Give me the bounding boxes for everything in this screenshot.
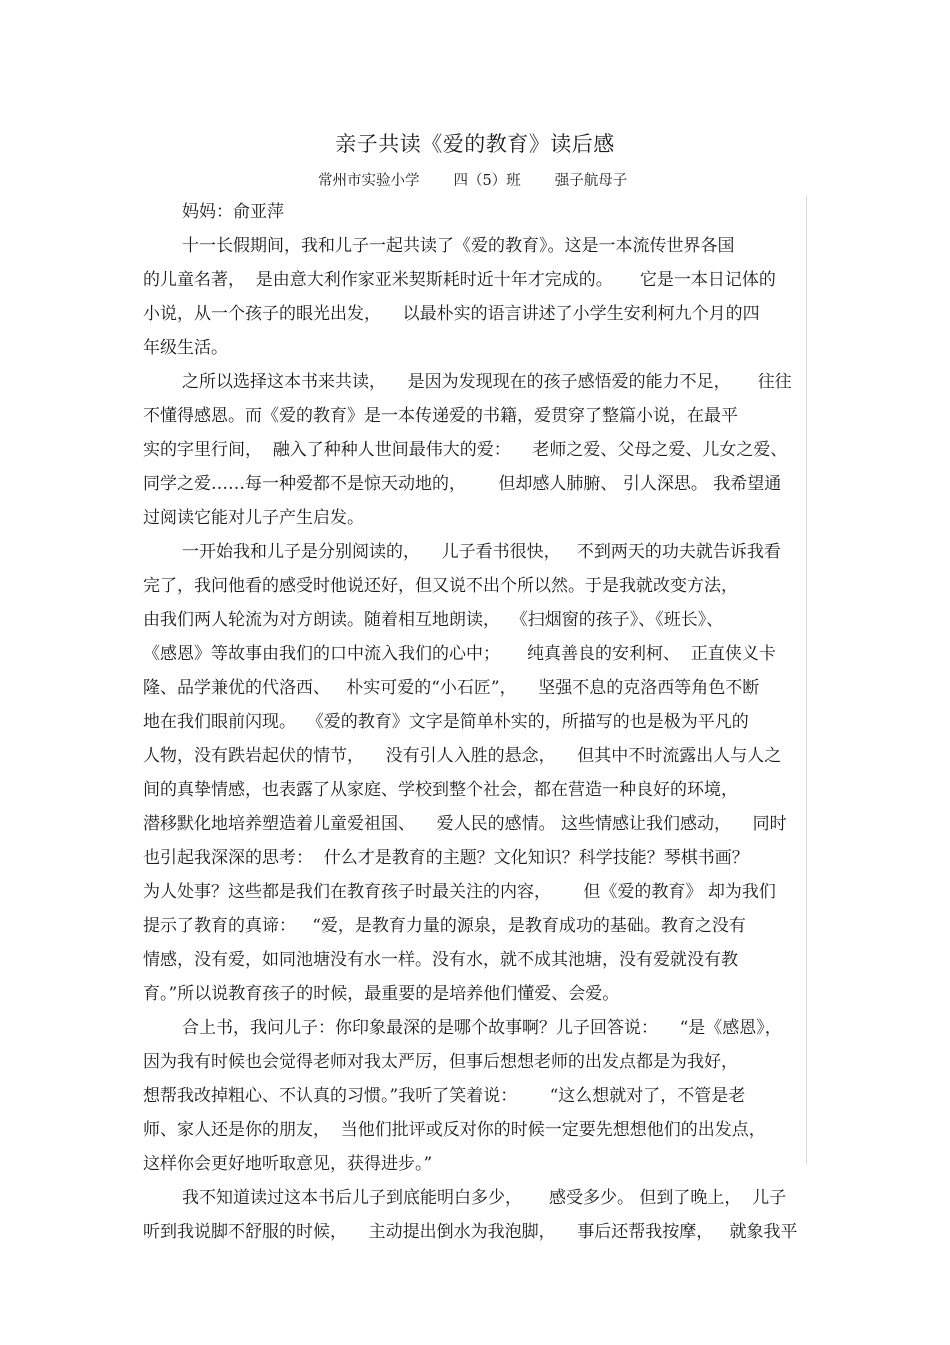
text-line: 师、家人还是你的朋友， 当他们批评或反对你的时候一定要先想想他们的出发点，: [143, 1120, 766, 1140]
text-line: 也引起我深深的思考： 什么才是教育的主题？文化知识？科学技能？琴棋书画？: [143, 848, 749, 868]
subtitle-school: 常州市实验小学: [318, 173, 420, 189]
text-line: 听到我说脚不舒服的时候， 主动提出倒水为我泡脚， 事后还帮我按摩， 就象我平: [143, 1222, 798, 1242]
subtitle-class: 四（5）班: [453, 173, 521, 189]
text-line: 因为我有时候也会觉得老师对我太严厉，但事后想想老师的出发点都是为我好，: [143, 1052, 738, 1072]
text-line: 不懂得感恩。而《爱的教育》是一本传递爱的书籍，爱贯穿了整篇小说，在最平: [143, 406, 738, 426]
text-line: 潜移默化地培养塑造着儿童爱祖国、 爱人民的感情。 这些情感让我们感动， 同时: [143, 814, 787, 834]
author-line: 妈妈：俞亚萍: [182, 202, 284, 222]
page-border-line: [806, 196, 807, 1164]
text-line: 小说，从一个孩子的眼光出发， 以最朴实的语言讲述了小学生安利柯九个月的四: [143, 304, 760, 324]
text-line: 想帮我改掉粗心、不认真的习惯。”我听了笑着说： “这么想就对了，不管是老: [143, 1086, 746, 1106]
text-line: 我不知道读过这本书后儿子到底能明白多少， 感受多少。 但到了晚上， 儿子: [182, 1188, 787, 1208]
text-line: 隆、品学兼优的代洛西、 朴实可爱的“小石匠”， 坚强不息的克洛西等角色不断: [143, 678, 760, 698]
text-line: 地在我们眼前闪现。 《爱的教育》文字是简单朴实的，所描写的也是极为平凡的: [143, 712, 749, 732]
text-line: 由我们两人轮流为对方朗读。随着相互地朗读， 《扫烟窗的孩子》、《班长》、: [143, 610, 724, 630]
text-line: 年级生活。: [143, 338, 228, 358]
text-line: 人物，没有跌岩起伏的情节， 没有引人入胜的悬念， 但其中不时流露出人与人之: [143, 746, 782, 766]
text-line: 之所以选择这本书来共读， 是因为发现现在的孩子感悟爱的能力不足， 往往: [182, 372, 792, 392]
document-subtitle: [318, 169, 627, 190]
text-line: 的儿童名著， 是由意大利作家亚米契斯耗时近十年才完成的。 它是一本日记体的: [143, 270, 776, 290]
subtitle-authors: 强子航母子: [554, 173, 628, 189]
text-line: 过阅读它能对儿子产生启发。: [143, 508, 364, 528]
text-line: 这样你会更好地听取意见，获得进步。”: [143, 1154, 433, 1174]
text-line: 实的字里行间， 融入了种种人世间最伟大的爱： 老师之爱、父母之爱、儿女之爱、: [143, 440, 788, 460]
text-line: 育。”所以说教育孩子的时候，最重要的是培养他们懂爱、会爱。: [143, 984, 620, 1004]
text-line: 一开始我和儿子是分别阅读的， 儿子看书很快， 不到两天的功夫就告诉我看: [182, 542, 781, 562]
text-line: 合上书，我问儿子：你印象最深的是哪个故事啊？儿子回答说： “是《感恩》，: [182, 1018, 782, 1038]
text-line: 间的真挚情感，也表露了从家庭、学校到整个社会，都在营造一种良好的环境，: [143, 780, 738, 800]
text-line: 同学之爱……每一种爱都不是惊天动地的， 但却感人肺腑、 引人深思。 我希望通: [143, 474, 782, 494]
text-line: 情感，没有爱，如同池塘没有水一样。没有水，就不成其池塘，没有爱就没有教: [143, 950, 738, 970]
text-line: 为人处事？这些都是我们在教育孩子时最关注的内容， 但《爱的教育》 却为我们: [143, 882, 776, 902]
text-line: 提示了教育的真谛： “爱，是教育力量的源泉，是教育成功的基础。教育之没有: [143, 916, 746, 936]
text-line: 《感恩》等故事由我们的口中流入我们的心中； 纯真善良的安利柯、 正直侠义卡: [143, 644, 776, 664]
text-line: 十一长假期间，我和儿子一起共读了《爱的教育》。这是一本流传世界各国: [182, 236, 735, 256]
document-title: 亲子共读《爱的教育》读后感: [335, 132, 615, 156]
text-line: 完了，我问他看的感受时他说还好，但又说不出个所以然。于是我就改变方法，: [143, 576, 738, 596]
